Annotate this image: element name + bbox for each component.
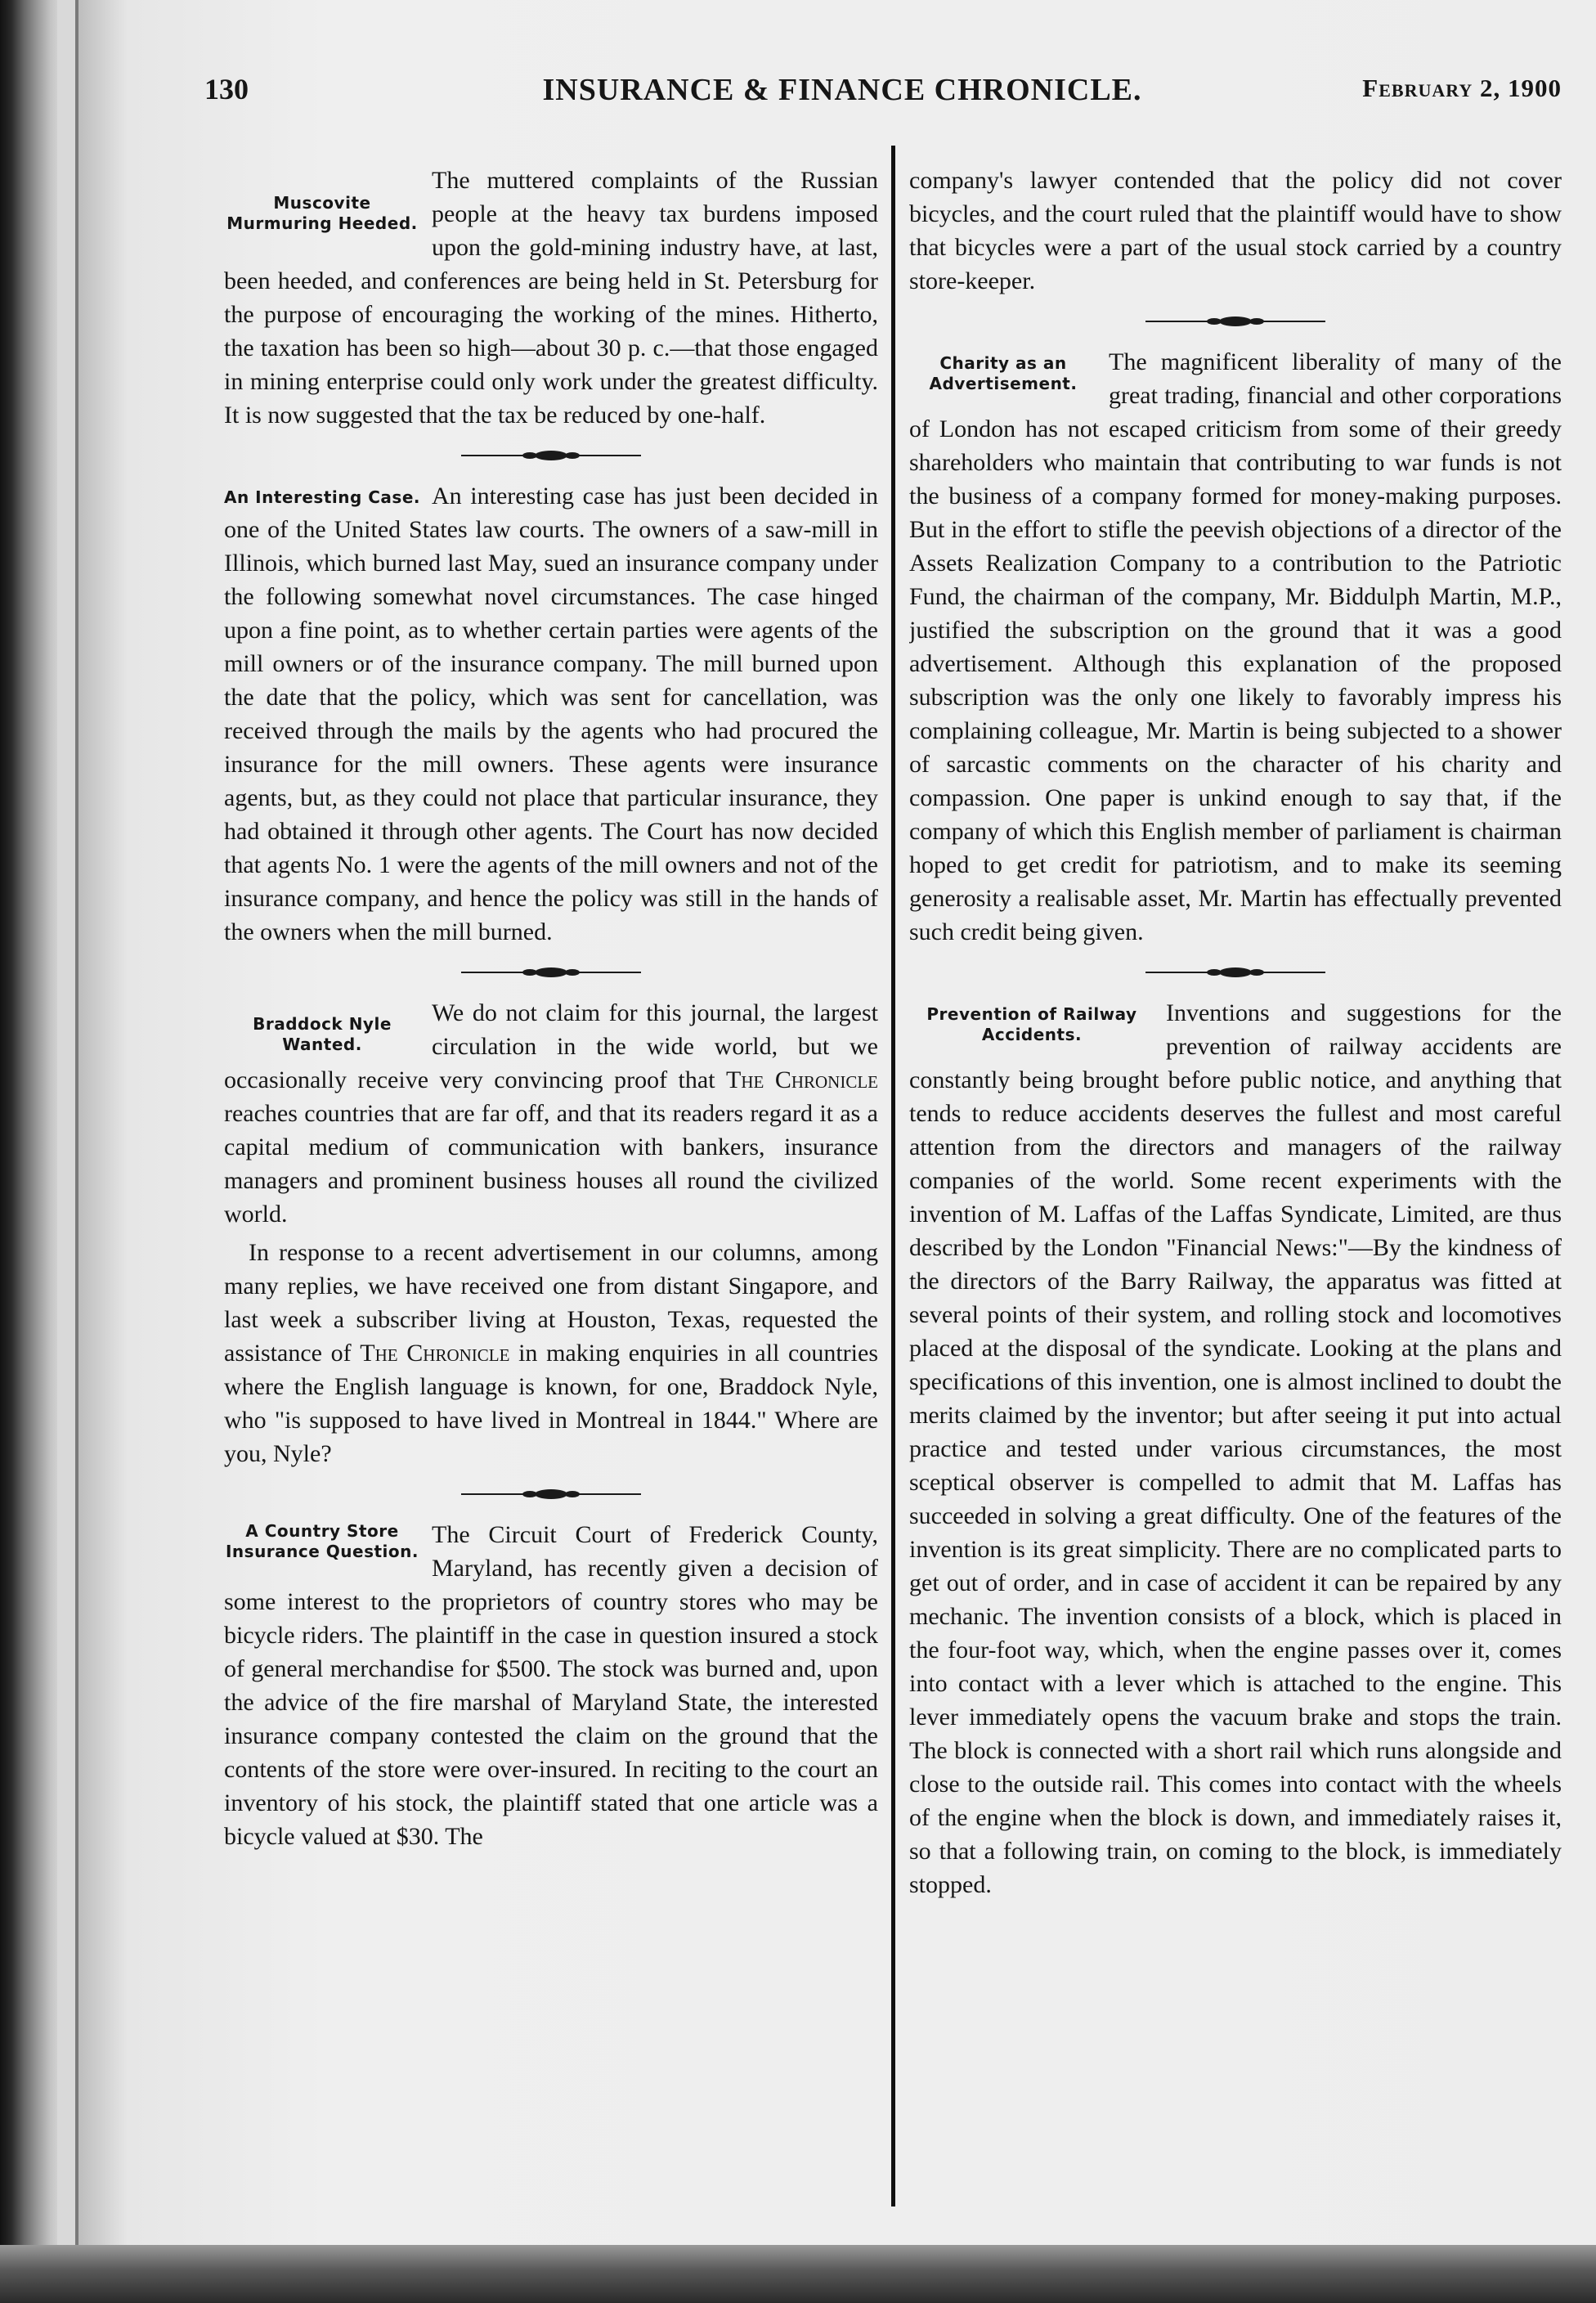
article-charity [909,345,1562,949]
issue-date: February 2, 1900 [1362,74,1562,102]
book-binding-edge [0,0,57,2303]
column-divider [891,146,895,2206]
right-column [909,164,1562,1901]
continued-text: company's lawyer contended that the policy did not cover bicycles, and the court ruled that the plaintiff would have to show that bicycles were a part of the usual stock carried by a country store-keeper. [909,167,1562,294]
article-prevention [909,996,1562,1901]
ornament-divider [1145,967,1325,978]
article-body: Inventions and suggestions for the prevention of railway accidents are constantly being brought before public notice, and anything that tends to reduce accidents deserves the fullest and most careful attention from the directors and managers of the railway companies of the world. Some recent experiments with the invention of M. Laffas of the Laffas Syndicate, Limited, are thus described by the London "Financial News:"—By the kindness of the directors of the Barry Railway, the apparatus was fitted at several points of their system, and rolling stock and locomotives placed at the disposal of the syndicate. Looking at the plans and specifications of this invention, one is almost inclined to doubt the merits claimed by the inventor; but after seeing it put into actual practice and tested under various circumstances, the most sceptical observer is compelled to admit that M. Laffas has succeeded in solving a great difficulty. One of the features of the invention is its great simplicity. There are no complicated parts to get out of order, and in case of accident it can be repaired by any mechanic. The invention consists of a block, which is placed in the four-foot way, which, when the engine passes over it, comes into contact with a lever which is attached to the engine. This lever immediately opens the vacuum brake and stops the train. The block is connected with a short rail which runs alongside and close to the outside rail. This comes into contact with the wheels of the engine when the block is down, and immediately raises it, so that a following train, on coming to the block, is immediately stopped. [909,999,1562,1898]
article-body: We do not claim for this journal, the largest circulation in the wide world, but we occasionally receive very convincing proof that The Chronicle reaches countries that are far off, and that its readers regard it as a capital medium of communication with bankers, insurance managers and prominent business houses all round the civilized world. [224,999,878,1228]
scan-bottom-edge [0,2245,1596,2303]
left-column [224,164,878,1853]
article-heading: A Country Store Insurance Question. [225,1521,419,1561]
article-body: The muttered complaints of the Russian people at the heavy tax burdens imposed upon the gold-mining industry have, at last, been heeded, and conferences are being held in St. Petersburg for the purpose of encouraging the working of the mines. Hitherto, the taxation has been so high—about 30 p. c.—that those engaged in mining enterprise could only work under the greatest difficulty. It is now suggested that the tax be reduced by one-half. [224,167,878,429]
article-body: An interesting case has just been decided in one of the United States law courts. The owners of a saw-mill in Illinois, which burned last May, sued an insurance company under the following somewhat novel circumstances. The case hinged upon a fine point, as to whether certain parties were agents of the mill owners or of the insurance company. The mill burned upon the date that the policy, which was sent for cancellation, was received through the mails by the agents who had procured the insurance for the mill owners. These agents were insurance agents, but, as they could not place that particular insurance, they had obtained it through other agents. The Court has now decided that agents No. 1 were the agents of the mill owners and not of the insurance company, and hence the policy was still in the hands of the owners when the mill burned. [224,483,878,945]
article-body: The Circuit Court of Frederick County, Maryland, has recently given a decision of some interest to the proprietors of country stores who may be bicycle riders. The plaintiff in the case in question insured a stock of general merchandise for $500. The stock was burned and, upon the advice of the fire marshal of Maryland State, the interested insurance company contested the claim on the ground that the contents of the store were over-insured. In reciting to the court an inventory of his stock, the plaintiff stated that one article was a bicycle valued at $30. The [224,1521,878,1850]
page-number: 130 [204,73,249,105]
publication-title: INSURANCE & FINANCE CHRONICLE. [542,73,1142,107]
article-braddock-nyle [224,996,878,1470]
ornament-divider [1145,316,1325,327]
article-heading: Muscovite Murmuring Heeded. [226,193,418,233]
ornament-divider [461,967,641,978]
article-muscovite [224,164,878,432]
article-heading: An Interesting Case. [224,487,420,507]
article-heading: Braddock Nyle Wanted. [253,1014,392,1054]
article-interesting-case [224,479,878,949]
ornament-divider [461,1488,641,1500]
ornament-divider [461,450,641,461]
article-country-store [224,1518,878,1853]
running-header [123,72,1562,118]
article-heading: Prevention of Railway Accidents. [926,1004,1137,1044]
article-heading: Charity as an Advertisement. [929,353,1078,393]
article-body: The magnificent liberality of many of the great trading, financial and other corporations of London has not escaped criticism from some of their greedy shareholders who maintain that contributing to war funds is not the business of a company formed for money-making purposes. But in the effort to stifle the peevish objections of a director of the Assets Realization Company to a contribution to the Patriotic Fund, the chairman of the company, Mr. Biddulph Martin, M.P., justified the subscription on the ground that it was a good advertisement. Although this explanation of the proposed subscription was the only one likely to favorably impress his complaining colleague, Mr. Martin is being subjected to a shower of sarcastic comments on the character of his charity and compassion. One paper is unkind enough to say that, if the company of which this English member of parliament is chairman hoped to get credit for patriotism, and to make its seeming generosity a realisable asset, Mr. Martin has effectually prevented such credit being given. [909,348,1562,945]
article-body: In response to a recent advertisement in our columns, among many replies, we have received one from distant Singapore, and last week a subscriber living at Houston, Texas, requested the assistance of The Chronicle in making enquiries in all countries where the English language is known, for one, Braddock Nyle, who "is supposed to have lived in Montreal in 1844." Where are you, Nyle? [224,1239,878,1467]
